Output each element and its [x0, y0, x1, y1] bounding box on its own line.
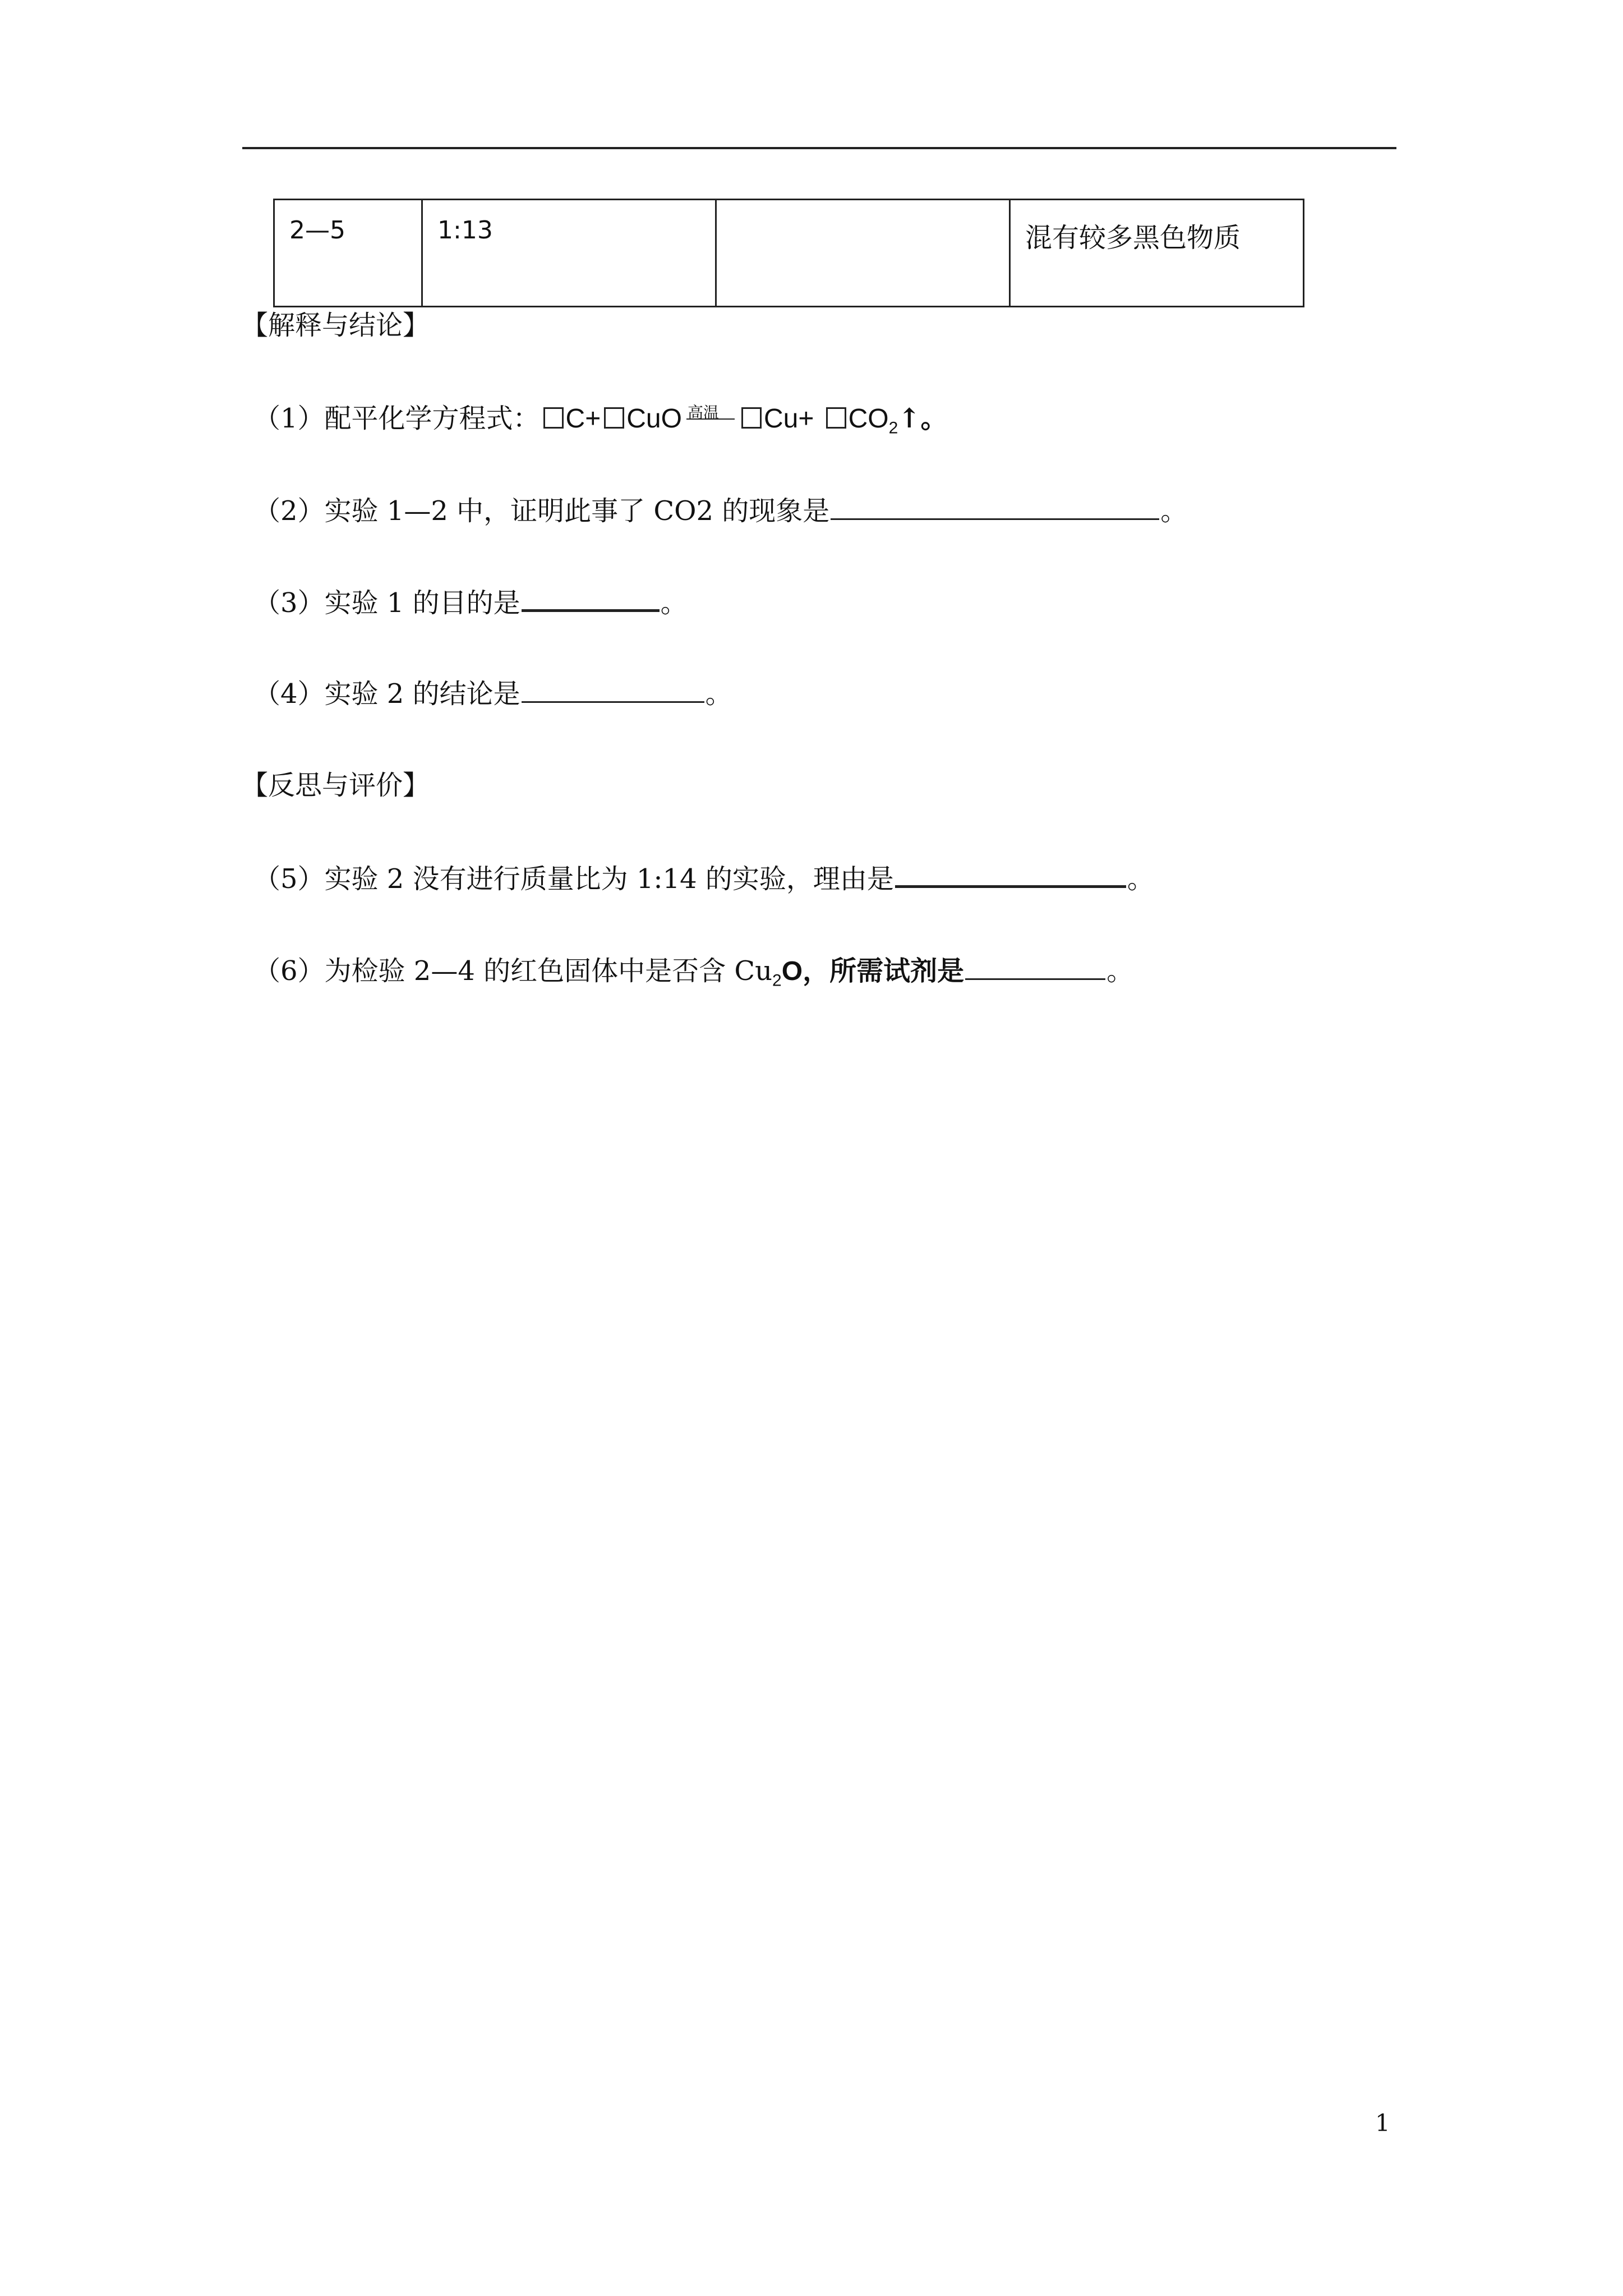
coefficient-box-1[interactable]	[543, 407, 564, 429]
coefficient-box-3[interactable]	[741, 407, 762, 429]
q6-bold-text: 所需试剂是	[829, 955, 965, 987]
reaction-condition	[682, 402, 738, 435]
section-title-reflection: 【反思与评价】	[241, 770, 430, 801]
q4-text: （4）实验 2 的结论是	[253, 678, 520, 710]
q5-end: 。	[1127, 863, 1154, 895]
question-5	[253, 861, 1154, 896]
q1-end: 。	[920, 403, 948, 434]
question-1	[253, 402, 948, 445]
q2-text: （2）实验 1—2 中，证明此事了 CO2 的现象是	[253, 495, 830, 527]
question-2	[253, 494, 1187, 528]
table-cell-observation: 混有较多黑色物质	[1010, 200, 1304, 307]
q2-end: 。	[1160, 495, 1188, 527]
q3-end: 。	[660, 587, 688, 619]
table-cell-empty	[716, 200, 1010, 307]
q3-answer-blank[interactable]	[522, 585, 660, 612]
q3-text: （3）实验 1 的目的是	[253, 587, 520, 619]
q1-cu: Cu+	[763, 404, 814, 434]
condition-label: 高温	[687, 403, 719, 422]
results-table	[273, 199, 1304, 307]
q1-carbon: C+	[565, 404, 601, 434]
table-row	[274, 200, 1304, 307]
gas-arrow-icon: ↑	[898, 403, 921, 434]
q1-co2-subscript: 2	[888, 418, 898, 438]
q6-answer-blank[interactable]	[965, 954, 1105, 980]
coefficient-box-4[interactable]	[826, 407, 846, 429]
q5-answer-blank[interactable]	[895, 861, 1126, 888]
q4-end: 。	[705, 678, 732, 710]
q6-subscript: 2	[772, 971, 782, 990]
table-cell-ratio: 1:13	[422, 200, 716, 307]
coefficient-box-2[interactable]	[604, 407, 624, 429]
page-number: 1	[1375, 2109, 1390, 2137]
section-title-conclusion: 【解释与结论】	[241, 310, 430, 341]
header-rule	[242, 147, 1396, 149]
q1-cuo: CuO	[626, 404, 682, 434]
q6-end: 。	[1106, 955, 1134, 987]
q6-text: （6）为检验 2—4 的红色固体中是否含 Cu	[253, 955, 773, 987]
condition-line	[686, 418, 735, 420]
question-3	[253, 585, 688, 620]
q5-text: （5）实验 2 没有进行质量比为 1:14 的实验，理由是	[253, 863, 894, 895]
table-cell-experiment: 2—5	[274, 200, 422, 307]
question-4	[253, 677, 732, 711]
q4-answer-blank[interactable]	[522, 677, 704, 703]
q1-prefix: （1）配平化学方程式：	[253, 403, 540, 434]
question-6	[253, 954, 1133, 998]
q6-after: O，	[781, 956, 830, 986]
q1-co: CO	[848, 404, 889, 434]
q2-answer-blank[interactable]	[831, 494, 1159, 520]
